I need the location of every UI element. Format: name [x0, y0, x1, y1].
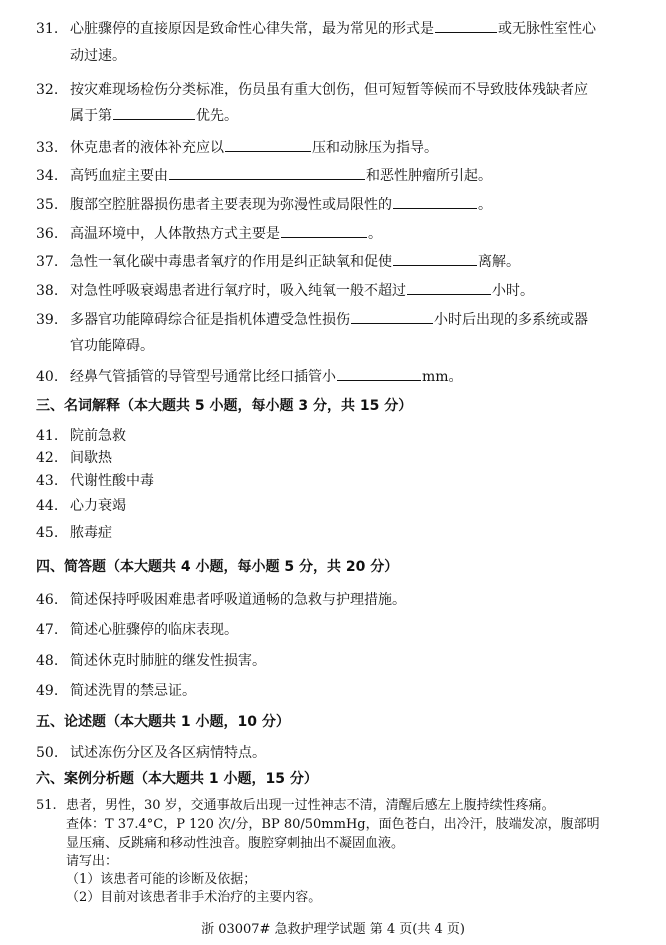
- section-5-title: 五、论述题（本大题共 1 小题，10 分）: [36, 714, 290, 730]
- question-47: 47. 简述心脏骤停的临床表现。: [36, 622, 238, 638]
- answer-blank[interactable]: [393, 194, 477, 209]
- question-46: 46. 简述保持呼吸困难患者呼吸道通畅的急救与护理措施。: [36, 592, 406, 608]
- question-32-cont: 属于第 优先。: [70, 105, 238, 126]
- case-line-6: （2）目前对该患者非手术治疗的主要内容。: [66, 890, 322, 905]
- case-line-5: （1）该患者可能的诊断及依据；: [66, 872, 257, 887]
- section-4-title: 四、简答题（本大题共 4 小题，每小题 5 分，共 20 分）: [36, 559, 399, 575]
- case-line-4: 请写出：: [66, 854, 119, 869]
- answer-blank[interactable]: [113, 105, 195, 120]
- answer-blank[interactable]: [225, 137, 311, 152]
- case-line-2: 查体：T 37.4°C，P 120 次/分，BP 80/50mmHg，面色苍白，出冷汗，肢端发凉，腹部明: [66, 817, 600, 832]
- question-49: 49. 简述洗胃的禁忌证。: [36, 683, 196, 699]
- answer-blank[interactable]: [393, 251, 477, 266]
- page-footer: 浙 03007# 急救护理学试题 第 4 页(共 4 页): [201, 922, 465, 937]
- section-6-title: 六、案例分析题（本大题共 1 小题，15 分）: [36, 771, 318, 787]
- question-33: 33. 休克患者的液体补充应以 压和动脉压为指导。: [36, 137, 636, 158]
- answer-blank[interactable]: [407, 280, 491, 295]
- case-number: 51.: [36, 798, 57, 813]
- question-43: 43. 代谢性酸中毒: [36, 473, 154, 489]
- answer-blank[interactable]: [351, 309, 433, 324]
- answer-blank[interactable]: [337, 366, 421, 381]
- question-42: 42. 间歇热: [36, 450, 112, 466]
- question-34: 34. 高钙血症主要由 和恶性肿瘤所引起。: [36, 165, 636, 186]
- question-44: 44. 心力衰竭: [36, 498, 126, 514]
- answer-blank[interactable]: [169, 165, 365, 180]
- question-39: 39. 多器官功能障碍综合征是指机体遭受急性损伤 小时后出现的多系统或器: [36, 309, 636, 330]
- question-31: 31. 心脏骤停的直接原因是致命性心律失常，最为常见的形式是 或无脉性室性心: [36, 18, 636, 39]
- question-48: 48. 简述休克时肺脏的继发性损害。: [36, 653, 266, 669]
- question-50: 50. 试述冻伤分区及各区病情特点。: [36, 745, 266, 761]
- question-35: 35. 腹部空腔脏器损伤患者主要表现为弥漫性或局限性的 。: [36, 194, 636, 215]
- question-41: 41. 院前急救: [36, 428, 126, 444]
- question-45: 45. 脓毒症: [36, 525, 112, 541]
- question-36: 36. 高温环境中，人体散热方式主要是 。: [36, 223, 636, 244]
- question-39-cont: 官功能障碍。: [70, 338, 154, 354]
- question-31-cont: 动过速。: [70, 48, 126, 64]
- section-3-title: 三、名词解释（本大题共 5 小题，每小题 3 分，共 15 分）: [36, 398, 413, 414]
- question-37: 37. 急性一氧化碳中毒患者氧疗的作用是纠正缺氧和促使 离解。: [36, 251, 636, 272]
- question-38: 38. 对急性呼吸衰竭患者进行氧疗时，吸入纯氧一般不超过 小时。: [36, 280, 636, 301]
- question-40: 40. 经鼻气管插管的导管型号通常比经口插管小 mm。: [36, 366, 636, 387]
- answer-blank[interactable]: [281, 223, 367, 238]
- case-line-1: 患者，男性，30 岁，交通事故后出现一过性神志不清，清醒后感左上腹持续性疼痛。: [66, 798, 555, 813]
- case-line-3: 显压痛、反跳痛和移动性浊音。腹腔穿刺抽出不凝固血液。: [66, 836, 405, 851]
- question-32: 32. 按灾难现场检伤分类标准，伤员虽有重大创伤，但可短暂等候而不导致肢体残缺者应: [36, 82, 588, 98]
- answer-blank[interactable]: [435, 18, 497, 33]
